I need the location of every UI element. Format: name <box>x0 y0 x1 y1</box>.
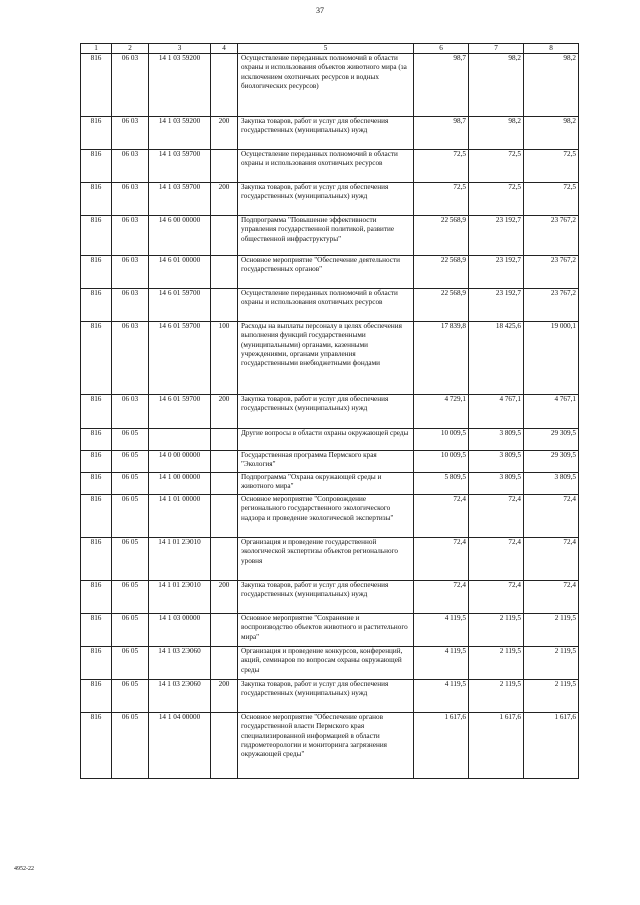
table-cell-c7: 72,4 <box>469 538 524 581</box>
table-cell-c5: Осуществление переданных полномочий в области охраны и использования объектов животного мира (за исключением охотничьих ресурсов и водных биологических ресурсов) <box>238 54 414 117</box>
table-cell-c8: 23 767,2 <box>524 289 579 322</box>
table-cell-c1: 816 <box>81 581 112 614</box>
table-cell-c4: 200 <box>211 395 238 429</box>
table-cell-c3: 14 1 01 2Э010 <box>149 538 211 581</box>
table-cell-c2: 06 05 <box>112 473 149 495</box>
table-cell-c3: 14 1 04 00000 <box>149 713 211 779</box>
table-cell-c5: Расходы на выплаты персоналу в целях обеспечения выполнения функций государственными (муниципальными) органами, казенными учреждениями, органами управления государственными внебюджетными фондами <box>238 322 414 395</box>
table-cell-c1: 816 <box>81 538 112 581</box>
column-header: 4 <box>211 44 238 54</box>
table-cell-c6: 1 617,6 <box>414 713 469 779</box>
table-cell-c2: 06 05 <box>112 538 149 581</box>
table-cell-c7: 23 192,7 <box>469 289 524 322</box>
table-cell-c3: 14 1 03 59200 <box>149 54 211 117</box>
table-cell-c4: 200 <box>211 183 238 216</box>
table-cell-c6: 72,5 <box>414 183 469 216</box>
table-cell-c2: 06 03 <box>112 150 149 183</box>
table-cell-c4 <box>211 614 238 647</box>
table-row <box>81 495 579 538</box>
table-cell-c8: 29 309,5 <box>524 451 579 473</box>
table-cell-c6: 22 568,9 <box>414 289 469 322</box>
table-cell-c8: 1 617,6 <box>524 713 579 779</box>
table-cell-c5: Закупка товаров, работ и услуг для обеспечения государственных (муниципальных) нужд <box>238 395 414 429</box>
table-cell-c3: 14 1 03 59700 <box>149 150 211 183</box>
table-cell-c8: 23 767,2 <box>524 256 579 289</box>
table-cell-c7: 2 119,5 <box>469 614 524 647</box>
budget-table <box>80 43 579 779</box>
table-cell-c5: Основное мероприятие "Обеспечение органов государственной власти Пермского края специализированной информацией в области гидрометеорологии и мониторинга загрязнения окружающей среды" <box>238 713 414 779</box>
table-cell-c6: 4 729,1 <box>414 395 469 429</box>
table-cell-c6: 22 568,9 <box>414 216 469 256</box>
table-cell-c2: 06 05 <box>112 429 149 451</box>
table-cell-c7: 72,4 <box>469 581 524 614</box>
table-cell-c1: 816 <box>81 647 112 680</box>
table-row <box>81 680 579 713</box>
table-row <box>81 581 579 614</box>
table-cell-c3: 14 1 03 59700 <box>149 183 211 216</box>
table-cell-c6: 17 839,8 <box>414 322 469 395</box>
table-cell-c6: 4 119,5 <box>414 680 469 713</box>
table-cell-c4 <box>211 647 238 680</box>
table-cell-c8: 2 119,5 <box>524 614 579 647</box>
table-cell-c2: 06 03 <box>112 322 149 395</box>
table-cell-c8: 72,4 <box>524 581 579 614</box>
table-row <box>81 614 579 647</box>
table-cell-c2: 06 03 <box>112 216 149 256</box>
table-cell-c8: 2 119,5 <box>524 680 579 713</box>
table-cell-c5: Закупка товаров, работ и услуг для обеспечения государственных (муниципальных) нужд <box>238 680 414 713</box>
table-cell-c7: 1 617,6 <box>469 713 524 779</box>
table-cell-c2: 06 05 <box>112 680 149 713</box>
table-cell-c3: 14 6 00 00000 <box>149 216 211 256</box>
table-cell-c2: 06 03 <box>112 183 149 216</box>
table-cell-c2: 06 05 <box>112 647 149 680</box>
table-row <box>81 256 579 289</box>
table-cell-c8: 29 309,5 <box>524 429 579 451</box>
table-row <box>81 117 579 150</box>
table-cell-c6: 72,4 <box>414 495 469 538</box>
table-cell-c4 <box>211 289 238 322</box>
table-cell-c7: 98,2 <box>469 117 524 150</box>
table-cell-c7: 72,4 <box>469 495 524 538</box>
table-cell-c2: 06 05 <box>112 495 149 538</box>
table-row <box>81 538 579 581</box>
table-row <box>81 451 579 473</box>
table-cell-c7: 3 809,5 <box>469 473 524 495</box>
table-cell-c3: 14 6 01 59700 <box>149 322 211 395</box>
table-cell-c7: 23 192,7 <box>469 256 524 289</box>
table-cell-c1: 816 <box>81 183 112 216</box>
table-cell-c1: 816 <box>81 150 112 183</box>
table-cell-c6: 4 119,5 <box>414 614 469 647</box>
table-cell-c2: 06 05 <box>112 713 149 779</box>
table-cell-c3: 14 6 01 00000 <box>149 256 211 289</box>
table-cell-c5: Основное мероприятие "Сохранение и воспроизводство объектов животного и растительного мира" <box>238 614 414 647</box>
table-cell-c5: Закупка товаров, работ и услуг для обеспечения государственных (муниципальных) нужд <box>238 581 414 614</box>
table-cell-c4 <box>211 150 238 183</box>
table-cell-c2: 06 03 <box>112 117 149 150</box>
table-cell-c8: 72,5 <box>524 150 579 183</box>
table-cell-c1: 816 <box>81 614 112 647</box>
table-row <box>81 713 579 779</box>
table-cell-c4: 200 <box>211 117 238 150</box>
column-header: 6 <box>414 44 469 54</box>
table-row <box>81 289 579 322</box>
table-cell-c2: 06 03 <box>112 256 149 289</box>
table-cell-c7: 72,5 <box>469 150 524 183</box>
table-cell-c1: 816 <box>81 54 112 117</box>
table-cell-c3: 14 1 01 00000 <box>149 495 211 538</box>
table-cell-c6: 10 009,5 <box>414 429 469 451</box>
table-cell-c1: 816 <box>81 451 112 473</box>
column-header: 8 <box>524 44 579 54</box>
column-header: 1 <box>81 44 112 54</box>
table-cell-c8: 23 767,2 <box>524 216 579 256</box>
table-cell-c8: 98,2 <box>524 117 579 150</box>
footer-code: 4952-22 <box>14 866 34 872</box>
table-cell-c8: 3 809,5 <box>524 473 579 495</box>
table-cell-c8: 98,2 <box>524 54 579 117</box>
table-cell-c8: 72,5 <box>524 183 579 216</box>
table-cell-c1: 816 <box>81 429 112 451</box>
table-cell-c4 <box>211 713 238 779</box>
table-cell-c1: 816 <box>81 395 112 429</box>
table-cell-c8: 19 000,1 <box>524 322 579 395</box>
table-cell-c6: 4 119,5 <box>414 647 469 680</box>
table-cell-c4: 100 <box>211 322 238 395</box>
table-cell-c1: 816 <box>81 713 112 779</box>
table-cell-c3: 14 1 00 00000 <box>149 473 211 495</box>
page-number: 37 <box>316 6 324 15</box>
table-cell-c5: Государственная программа Пермского края "Экология" <box>238 451 414 473</box>
table-cell-c7: 2 119,5 <box>469 647 524 680</box>
table-cell-c7: 18 425,6 <box>469 322 524 395</box>
table-cell-c7: 23 192,7 <box>469 216 524 256</box>
table-cell-c6: 98,7 <box>414 117 469 150</box>
column-header: 3 <box>149 44 211 54</box>
table-cell-c8: 72,4 <box>524 495 579 538</box>
table-cell-c3: 14 1 03 00000 <box>149 614 211 647</box>
table-cell-c1: 816 <box>81 680 112 713</box>
table-cell-c2: 06 05 <box>112 614 149 647</box>
table-row <box>81 395 579 429</box>
table-cell-c4 <box>211 538 238 581</box>
table-cell-c7: 3 809,5 <box>469 451 524 473</box>
table-cell-c3: 14 1 01 2Э010 <box>149 581 211 614</box>
table-cell-c4 <box>211 216 238 256</box>
table-cell-c3: 14 1 03 2Э060 <box>149 680 211 713</box>
table-row <box>81 647 579 680</box>
table-cell-c3: 14 1 03 59200 <box>149 117 211 150</box>
table-cell-c3: 14 1 03 2Э060 <box>149 647 211 680</box>
table-cell-c8: 4 767,1 <box>524 395 579 429</box>
table-cell-c8: 2 119,5 <box>524 647 579 680</box>
table-cell-c6: 5 809,5 <box>414 473 469 495</box>
table-cell-c5: Организация и проведение государственной экологической экспертизы объектов регионального уровня <box>238 538 414 581</box>
table-row <box>81 150 579 183</box>
table-cell-c2: 06 03 <box>112 289 149 322</box>
table-row <box>81 216 579 256</box>
table-cell-c1: 816 <box>81 473 112 495</box>
table-cell-c2: 06 05 <box>112 451 149 473</box>
table-cell-c5: Основное мероприятие "Сопровождение регионального государственного экологического надзора и проведение экологической экспертизы" <box>238 495 414 538</box>
table-cell-c7: 4 767,1 <box>469 395 524 429</box>
table-cell-c5: Подпрограмма "Охрана окружающей среды и животного мира" <box>238 473 414 495</box>
table-cell-c4 <box>211 54 238 117</box>
table-cell-c3: 14 0 00 00000 <box>149 451 211 473</box>
table-cell-c4 <box>211 473 238 495</box>
table-cell-c2: 06 03 <box>112 395 149 429</box>
column-header: 5 <box>238 44 414 54</box>
table-row <box>81 322 579 395</box>
table-cell-c5: Другие вопросы в области охраны окружающей среды <box>238 429 414 451</box>
table-cell-c5: Подпрограмма "Повышение эффективности управления государственной политикой, развитие общественной инфраструктуры" <box>238 216 414 256</box>
table-cell-c6: 72,4 <box>414 581 469 614</box>
table-cell-c2: 06 03 <box>112 54 149 117</box>
table-header-row <box>81 44 579 54</box>
table-cell-c5: Основное мероприятие "Обеспечение деятельности государственных органов" <box>238 256 414 289</box>
table-body <box>81 54 579 779</box>
table-cell-c3: 14 6 01 59700 <box>149 289 211 322</box>
table-cell-c1: 816 <box>81 322 112 395</box>
table-row <box>81 54 579 117</box>
table-cell-c6: 72,4 <box>414 538 469 581</box>
table-cell-c4: 200 <box>211 581 238 614</box>
table-cell-c1: 816 <box>81 495 112 538</box>
column-header: 2 <box>112 44 149 54</box>
table-cell-c2: 06 05 <box>112 581 149 614</box>
column-header: 7 <box>469 44 524 54</box>
table-cell-c1: 816 <box>81 289 112 322</box>
table-cell-c6: 10 009,5 <box>414 451 469 473</box>
table-cell-c4 <box>211 451 238 473</box>
table-cell-c6: 22 568,9 <box>414 256 469 289</box>
table-cell-c5: Осуществление переданных полномочий в области охраны и использования охотничьих ресурсов <box>238 289 414 322</box>
table-cell-c3 <box>149 429 211 451</box>
table-cell-c4 <box>211 495 238 538</box>
table-cell-c7: 2 119,5 <box>469 680 524 713</box>
table-cell-c8: 72,4 <box>524 538 579 581</box>
table-cell-c1: 816 <box>81 117 112 150</box>
table-cell-c4 <box>211 429 238 451</box>
table-cell-c5: Закупка товаров, работ и услуг для обеспечения государственных (муниципальных) нужд <box>238 117 414 150</box>
table-cell-c3: 14 6 01 59700 <box>149 395 211 429</box>
table-cell-c6: 72,5 <box>414 150 469 183</box>
table-cell-c6: 98,7 <box>414 54 469 117</box>
table-row <box>81 183 579 216</box>
table-cell-c7: 98,2 <box>469 54 524 117</box>
table-cell-c1: 816 <box>81 256 112 289</box>
table-cell-c4 <box>211 256 238 289</box>
table-cell-c7: 3 809,5 <box>469 429 524 451</box>
table-row <box>81 429 579 451</box>
table-row <box>81 473 579 495</box>
table-cell-c5: Организация и проведение конкурсов, конференций, акций, семинаров по вопросам охраны окружающей среды <box>238 647 414 680</box>
table-cell-c5: Закупка товаров, работ и услуг для обеспечения государственных (муниципальных) нужд <box>238 183 414 216</box>
table-cell-c4: 200 <box>211 680 238 713</box>
table-cell-c1: 816 <box>81 216 112 256</box>
table-cell-c5: Осуществление переданных полномочий в области охраны и использования охотничьих ресурсов <box>238 150 414 183</box>
table-cell-c7: 72,5 <box>469 183 524 216</box>
